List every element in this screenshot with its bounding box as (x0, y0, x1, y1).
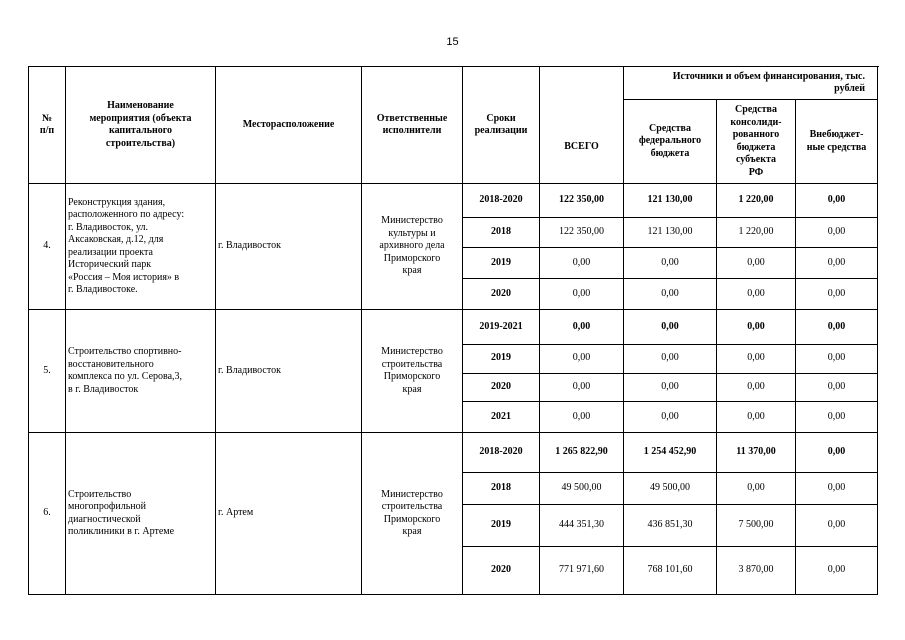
period-cell: 2020 (463, 546, 540, 594)
regional-cell: 1 220,00 (717, 184, 796, 218)
regional-cell: 1 220,00 (717, 218, 796, 247)
period-cell: 2019-2021 (463, 310, 540, 344)
regional-cell: 0,00 (717, 472, 796, 504)
financing-table (28, 66, 878, 595)
extra-cell: 0,00 (796, 546, 878, 594)
federal-cell: 121 130,00 (624, 184, 717, 218)
header-regional: Средства консолиди- рованного бюджета субъекта РФ (717, 100, 796, 184)
regional-cell: 0,00 (717, 247, 796, 278)
total-cell: 0,00 (540, 373, 624, 401)
table-row (29, 310, 878, 344)
total-cell: 0,00 (540, 344, 624, 373)
project-number: 5. (29, 310, 66, 433)
extra-cell: 0,00 (796, 247, 878, 278)
federal-cell: 0,00 (624, 310, 717, 344)
federal-cell: 0,00 (624, 278, 717, 309)
federal-cell: 49 500,00 (624, 472, 717, 504)
total-cell: 444 351,30 (540, 505, 624, 547)
total-cell: 0,00 (540, 310, 624, 344)
extra-cell: 0,00 (796, 505, 878, 547)
extra-cell: 0,00 (796, 373, 878, 401)
federal-cell: 121 130,00 (624, 218, 717, 247)
project-location: г. Владивосток (216, 184, 362, 310)
total-cell: 49 500,00 (540, 472, 624, 504)
period-cell: 2020 (463, 278, 540, 309)
extra-cell: 0,00 (796, 472, 878, 504)
extra-cell: 0,00 (796, 344, 878, 373)
federal-cell: 0,00 (624, 401, 717, 432)
total-cell: 122 350,00 (540, 218, 624, 247)
extra-cell: 0,00 (796, 184, 878, 218)
period-cell: 2021 (463, 401, 540, 432)
period-cell: 2018 (463, 472, 540, 504)
total-cell: 122 350,00 (540, 184, 624, 218)
header-total: ВСЕГО (540, 67, 624, 184)
project-executors: Министерство строительства Приморского края (362, 310, 463, 433)
header-num: № п/п (29, 67, 66, 184)
regional-cell: 0,00 (717, 344, 796, 373)
regional-cell: 0,00 (717, 278, 796, 309)
table-row (29, 184, 878, 218)
total-cell: 771 971,60 (540, 546, 624, 594)
header-sources: Источники и объем финансирования, тыс. рублей (624, 67, 878, 100)
project-name: Реконструкция здания, расположенного по адресу: г. Владивосток, ул. Аксаковская, д.12, для реализации проекта Исторический парк «Россия – Моя история» в г. Владивостоке. (66, 184, 216, 310)
total-cell: 1 265 822,90 (540, 433, 624, 473)
header-location: Месторасположение (216, 67, 362, 184)
regional-cell: 0,00 (717, 310, 796, 344)
federal-cell: 0,00 (624, 247, 717, 278)
project-executors: Министерство культуры и архивного дела Приморского края (362, 184, 463, 310)
total-cell: 0,00 (540, 247, 624, 278)
extra-cell: 0,00 (796, 310, 878, 344)
period-cell: 2020 (463, 373, 540, 401)
table-row (29, 433, 878, 473)
extra-cell: 0,00 (796, 433, 878, 473)
regional-cell: 0,00 (717, 373, 796, 401)
regional-cell: 7 500,00 (717, 505, 796, 547)
total-cell: 0,00 (540, 278, 624, 309)
header-federal: Средства федерального бюджета (624, 100, 717, 184)
federal-cell: 0,00 (624, 373, 717, 401)
extra-cell: 0,00 (796, 278, 878, 309)
header-name: Наименование мероприятия (объекта капитального строительства) (66, 67, 216, 184)
project-name: Строительство спортивно- восстановительного комплекса по ул. Серова,3, в г. Владивосток (66, 310, 216, 433)
header-terms: Сроки реализации (463, 67, 540, 184)
project-location: г. Владивосток (216, 310, 362, 433)
period-cell: 2019 (463, 505, 540, 547)
extra-cell: 0,00 (796, 218, 878, 247)
header-extra: Внебюджет- ные средства (796, 100, 878, 184)
header-executors: Ответственные исполнители (362, 67, 463, 184)
period-cell: 2019 (463, 247, 540, 278)
regional-cell: 11 370,00 (717, 433, 796, 473)
federal-cell: 768 101,60 (624, 546, 717, 594)
period-cell: 2018 (463, 218, 540, 247)
project-executors: Министерство строительства Приморского края (362, 433, 463, 595)
project-location: г. Артем (216, 433, 362, 595)
federal-cell: 1 254 452,90 (624, 433, 717, 473)
federal-cell: 436 851,30 (624, 505, 717, 547)
total-cell: 0,00 (540, 401, 624, 432)
period-cell: 2019 (463, 344, 540, 373)
extra-cell: 0,00 (796, 401, 878, 432)
project-number: 4. (29, 184, 66, 310)
project-number: 6. (29, 433, 66, 595)
federal-cell: 0,00 (624, 344, 717, 373)
page-number: 15 (446, 36, 459, 48)
project-name: Строительство многопрофильной диагностической поликлиники в г. Артеме (66, 433, 216, 595)
regional-cell: 3 870,00 (717, 546, 796, 594)
regional-cell: 0,00 (717, 401, 796, 432)
period-cell: 2018-2020 (463, 184, 540, 218)
period-cell: 2018-2020 (463, 433, 540, 473)
